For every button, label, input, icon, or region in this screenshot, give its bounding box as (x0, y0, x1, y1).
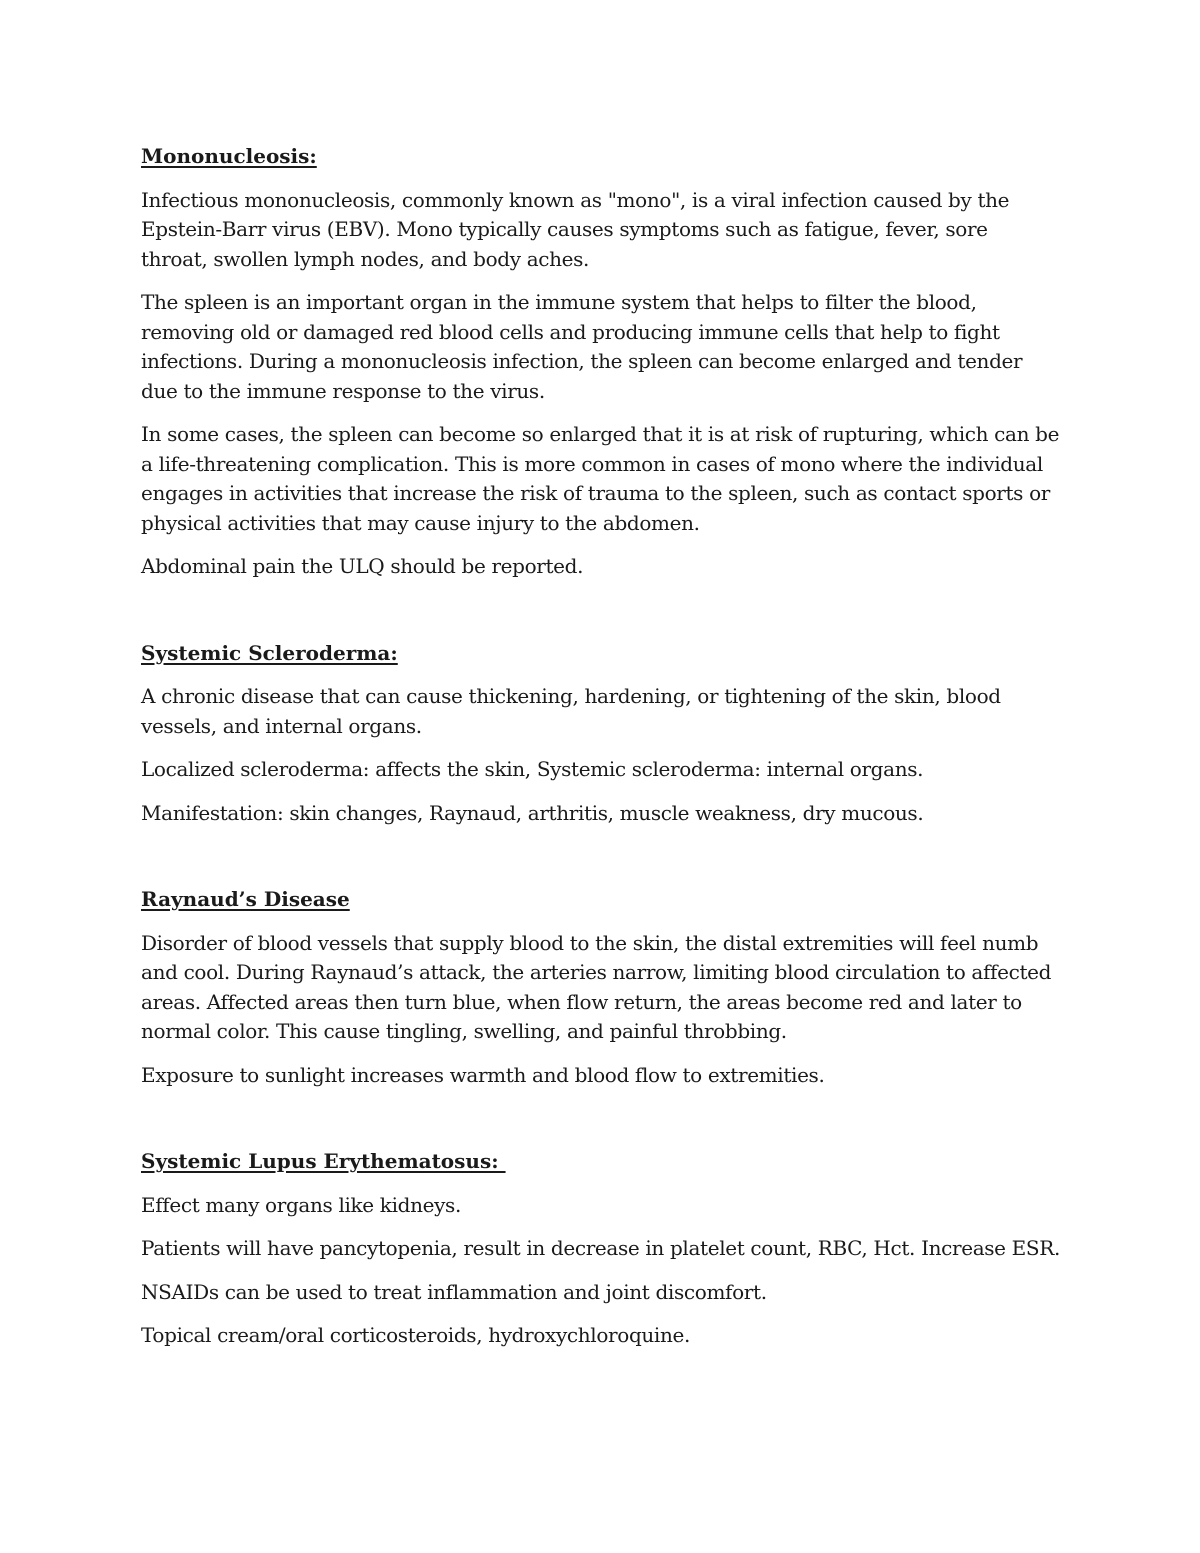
paragraph: In some cases, the spleen can become so enlarged that it is at risk of rupturing, which can be a life-threatening complication. This is more common in cases of mono where the individual engages in activities that increase the risk of trauma to the spleen, such as contact sports or physical activities that may cause injury to the abdomen. (141, 422, 1060, 535)
section-heading: Systemic Lupus Erythematosus: (141, 1149, 506, 1173)
paragraph: Disorder of blood vessels that supply blood to the skin, the distal extremities will feel numb and cool. During Raynaud’s attack, the arteries narrow, limiting blood circulation to affected areas. Affected areas then turn blue, when flow return, the areas become red and later to normal color. This cause tingling, swelling, and painful throbbing. (141, 930, 1052, 1043)
section-heading: Mononucleosis: (141, 144, 317, 168)
section-systemic-lupus-erythematosus (141, 1147, 1060, 1351)
paragraph: NSAIDs can be used to treat inflammation and joint discomfort. (141, 1279, 767, 1304)
section-heading: Systemic Scleroderma: (141, 640, 398, 665)
paragraph: The spleen is an important organ in the immune system that helps to filter the blood, removing old or damaged red blood cells and producing immune cells that help to fight infections. During a mononucleosis infection, the spleen can become enlarged and tender due to the immune response to the virus. (141, 290, 1023, 403)
paragraph: Exposure to sunlight increases warmth and blood flow to extremities. (141, 1062, 825, 1087)
paragraph: Abdominal pain the ULQ should be reported. (141, 554, 584, 578)
paragraph: Localized scleroderma: affects the skin, Systemic scleroderma: internal organs. (141, 757, 924, 781)
section-heading: Raynaud’s Disease (141, 887, 350, 911)
section-spacer (141, 596, 1060, 639)
section-spacer (141, 842, 1060, 885)
section-systemic-scleroderma (141, 639, 1060, 829)
paragraph: Patients will have pancytopenia, result in decrease in platelet count, RBC, Hct. Increase ESR. (141, 1236, 1060, 1260)
paragraph: Manifestation: skin changes, Raynaud, arthritis, muscle weakness, dry mucous. (141, 800, 924, 825)
paragraph: Infectious mononucleosis, commonly known as "mono", is a viral infection caused by the Epstein-Barr virus (EBV). Mono typically causes symptoms such as fatigue, fever, sore throat, swollen lymph nodes, and body aches. (141, 187, 1010, 271)
paragraph: Topical cream/oral corticosteroids, hydroxychloroquine. (141, 1323, 690, 1347)
paragraph: A chronic disease that can cause thickening, hardening, or tightening of the skin, blood vessels, and internal organs. (141, 684, 1001, 738)
section-mononucleosis (141, 142, 1060, 582)
section-raynauds-disease (141, 885, 1060, 1090)
paragraph: Effect many organs like kidneys. (141, 1192, 461, 1217)
section-spacer (141, 1104, 1060, 1147)
